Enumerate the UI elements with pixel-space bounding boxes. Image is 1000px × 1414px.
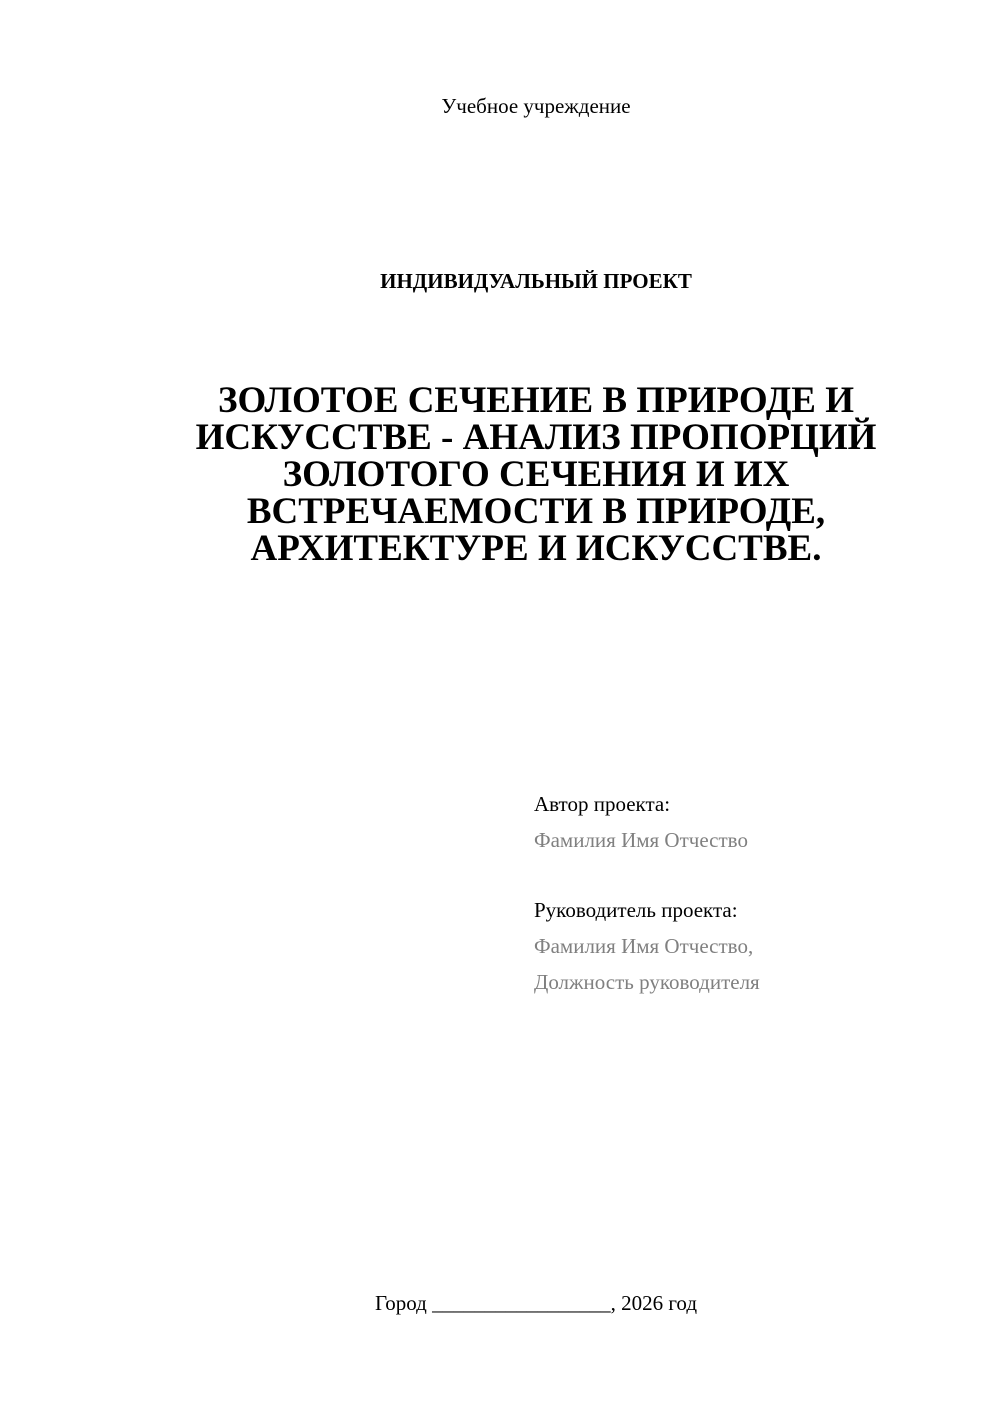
title-line: АРХИТЕКТУРЕ И ИСКУССТВЕ.	[250, 528, 822, 569]
title-line: ЗОЛОТОЕ СЕЧЕНИЕ В ПРИРОДЕ И	[217, 380, 854, 421]
author-name: Фамилия Имя Отчество	[534, 828, 748, 852]
supervisor-name: Фамилия Имя Отчество,	[534, 934, 754, 958]
title-line: ЗОЛОТОГО СЕЧЕНИЯ И ИХ	[282, 454, 790, 495]
institution-name: Учебное учреждение	[441, 94, 631, 118]
author-label: Автор проекта:	[534, 792, 671, 816]
title-line: ВСТРЕЧАЕМОСТИ В ПРИРОДЕ,	[246, 491, 826, 532]
document-type: ИНДИВИДУАЛЬНЫЙ ПРОЕКТ	[380, 269, 692, 293]
title-line: ИСКУССТВЕ - АНАЛИЗ ПРОПОРЦИЙ	[195, 417, 877, 458]
supervisor-block	[534, 892, 954, 1000]
city-year-line: Город _________________, 2026 год	[374, 1291, 698, 1315]
supervisor-position: Должность руководителя	[534, 970, 760, 994]
author-block	[534, 786, 954, 858]
document-title	[170, 382, 902, 567]
supervisor-label: Руководитель проекта:	[534, 898, 738, 922]
